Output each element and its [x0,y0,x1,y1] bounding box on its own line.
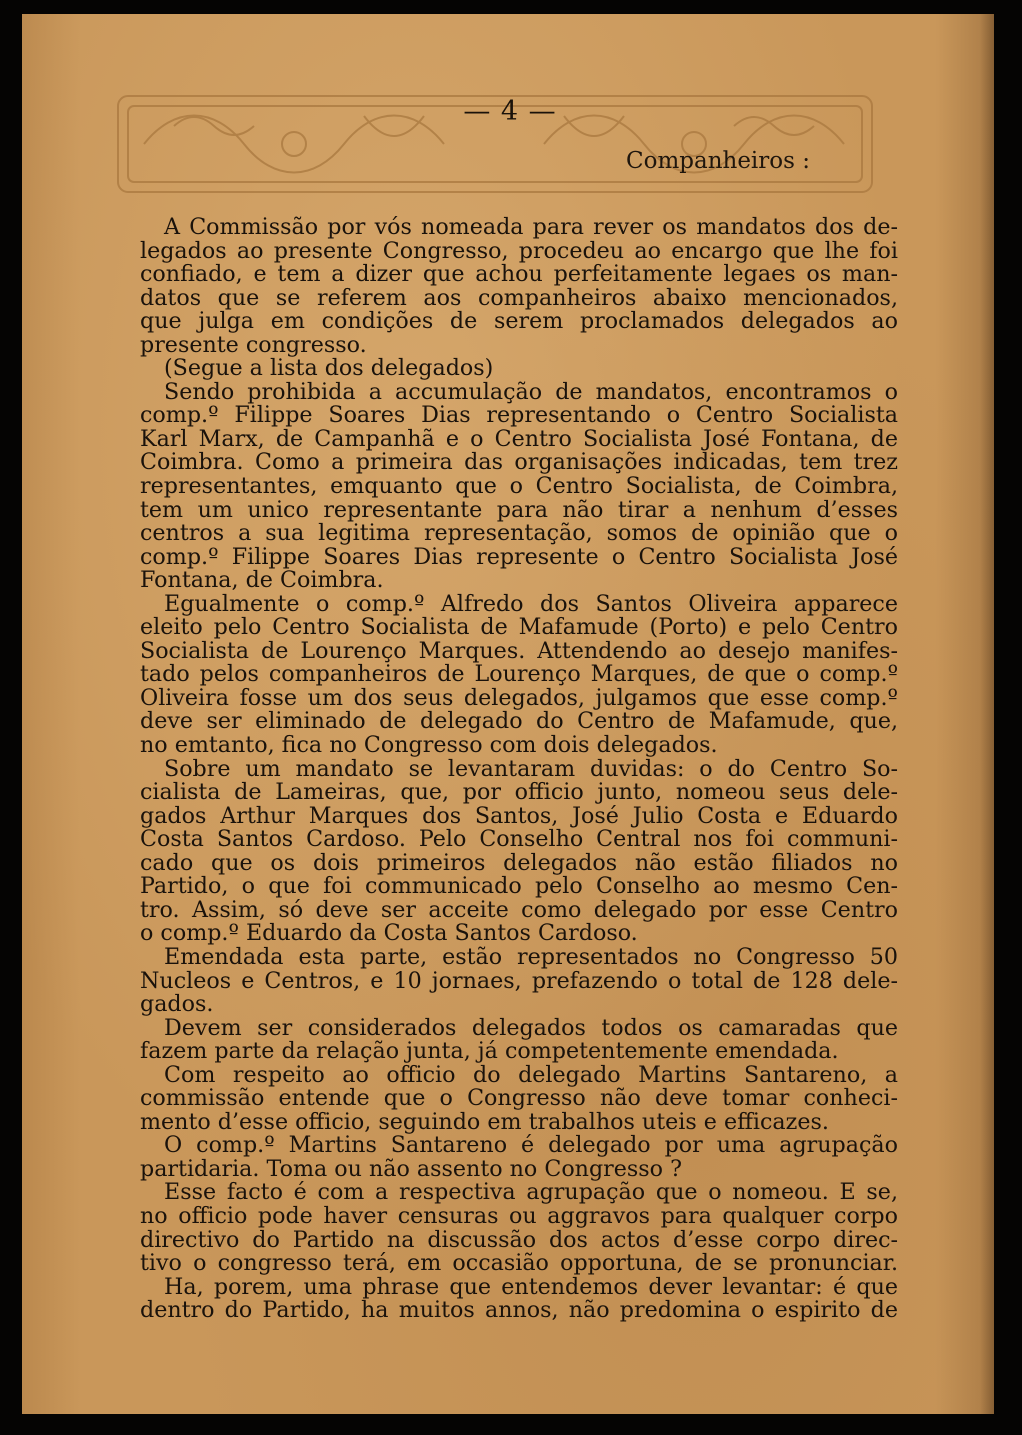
text-line: gados. [140,991,214,1018]
text-line: datos que se referem aos companheiros abaixo mencionados, [140,284,898,311]
text-line: tado pelos companheiros de Lourenço Marques, de que o comp.º [140,661,898,688]
text-line: Coimbra. Como a primeira das organisações indicadas, tem trez [140,449,898,476]
text-line: presente congresso. [140,331,367,358]
text-line: Sobre um mandato se levantaram duvidas: o do Centro So- [164,755,898,782]
text-line: cialista de Lameiras, que, por officio junto, nomeou seus dele- [140,779,898,806]
text-line: Costa Santos Cardoso. Pelo Conselho Central nos foi communi- [140,826,898,853]
text-line: commissão entende que o Congresso não deve tomar conheci- [140,1085,898,1112]
text-line: dentro do Partido, ha muitos annos, não predomina o espirito de [140,1297,898,1324]
text-line: eleito pelo Centro Socialista de Mafamude (Porto) e pelo Centro [140,614,898,641]
text-line: centros a sua legitima representação, somos de opinião que o [140,520,898,547]
text-line: Devem ser considerados delegados todos os camaradas que [164,1014,898,1041]
text-line: deve ser eliminado de delegado do Centro de Mafamude, que, [140,708,898,735]
text-line: o comp.º Eduardo da Costa Santos Cardoso. [140,920,638,947]
text-line: O comp.º Martins Santareno é delegado por uma agrupação [164,1132,898,1159]
text-line: no officio pode haver censuras ou aggravos para qualquer corpo [140,1202,898,1229]
text-line: Sendo prohibida a accumulação de mandatos, encontramos o [164,378,898,405]
text-line: directivo do Partido na discussão dos actos d’esse corpo direc- [140,1226,898,1253]
text-line: fazem parte da relação junta, já competentemente emendada. [140,1038,839,1065]
text-line: Fontana, de Coimbra. [140,567,384,594]
text-line: representantes, emquanto que o Centro Socialista, de Coimbra, [140,473,898,500]
text-line: partidaria. Toma ou não assento no Congresso ? [140,1155,682,1182]
body-text [118,216,898,1323]
text-line: Partido, o que foi communicado pelo Conselho ao mesmo Cen- [140,873,898,900]
text-line: tro. Assim, só deve ser acceite como delegado por esse Centro [140,896,898,923]
text-line: gados Arthur Marques dos Santos, José Julio Costa e Eduardo [140,802,898,829]
text-line: tivo o congresso terá, em occasião opportuna, de se pronunciar. [140,1250,898,1277]
text-line: Ha, porem, uma phrase que entendemos dever levantar: é que [164,1273,898,1300]
text-line: tem um unico representante para não tirar a nenhum d’esses [140,496,898,523]
salutation-heading: Companheiros : [626,148,810,174]
text-line: comp.º Filippe Soares Dias representando o Centro Socialista [140,402,898,429]
page-fold-shadow [980,14,994,1414]
text-line: (Segue a lista dos delegados) [164,355,494,382]
text-line: que julga em condições de serem proclamados delegados ao [140,308,898,335]
text-line: mento d’esse officio, seguindo em trabalhos uteis e efficazes. [140,1108,829,1135]
document-page [22,14,994,1414]
text-line: Socialista de Lourenço Marques. Attendendo ao desejo manifes- [140,637,898,664]
text-line: Emendada esta parte, estão representados no Congresso 50 [164,943,898,970]
text-line: Com respeito ao officio do delegado Martins Santareno, a [164,1061,898,1088]
text-line: comp.º Filippe Soares Dias represente o Centro Socialista José [140,543,898,570]
text-line: Egualmente o comp.º Alfredo dos Santos Oliveira apparece [164,590,898,617]
text-line: confiado, e tem a dizer que achou perfeitamente legaes os man- [140,261,898,288]
text-line: Karl Marx, de Campanhã e o Centro Socialista José Fontana, de [140,425,898,452]
text-line: Nucleos e Centros, e 10 jornaes, prefazendo o total de 128 dele- [140,967,898,994]
text-line: A Commissão por vós nomeada para rever os mandatos dos de- [164,214,898,240]
text-line: no emtanto, fica no Congresso com dois delegados. [140,732,718,759]
text-line: Oliveira fosse um dos seus delegados, julgamos que esse comp.º [140,684,898,711]
text-line: Esse facto é com a respectiva agrupação que o nomeou. E se, [164,1179,898,1206]
text-line: cado que os dois primeiros delegados não estão filiados no [140,849,898,876]
text-line: legados ao presente Congresso, procedeu ao encargo que lhe foi [140,237,898,264]
page-number: — 4 — [463,96,557,127]
